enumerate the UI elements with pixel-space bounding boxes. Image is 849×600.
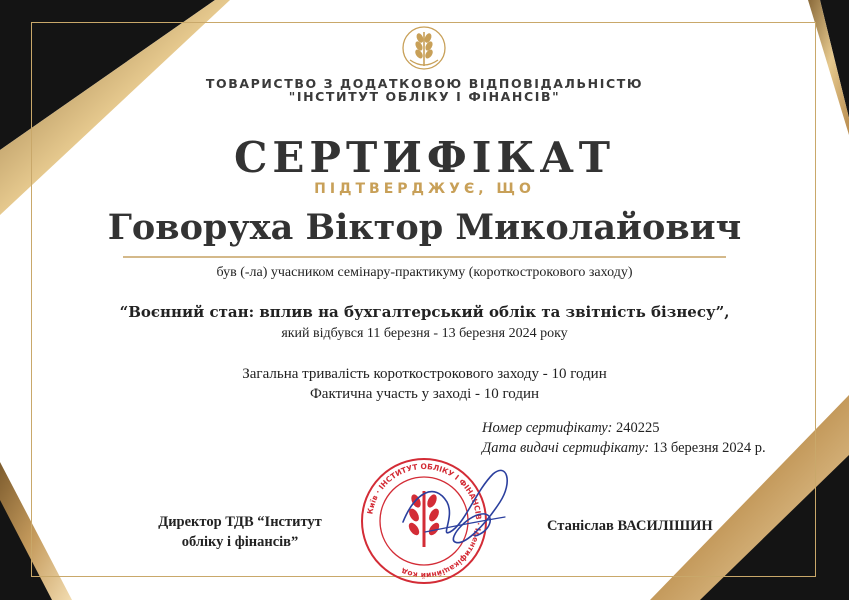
issue-date [482,440,766,457]
event-title: “Воєнний стан: вплив на бухгалтерський облік та звітність бізнесу”, [119,303,730,321]
issue-date-value: 13 березня 2024 р. [652,440,766,456]
confirms-subtitle: ПІДТВЕРДЖУЄ, ЩО [314,181,535,197]
stamp-ring-textpath: Київ · ІНСТИТУТ ОБЛІКУ І ФІНАНСІВ · Ідентифікаційний код [365,461,484,581]
issue-date-label: Дата видачі сертифікату: [482,440,650,456]
certificate-number-label: Номер сертифікату: [482,420,613,436]
participant-text: був (-ла) учасником семінару-практикуму (короткострокового заходу) [216,265,633,280]
name-underline [123,256,726,258]
recipient-name: Говоруха Віктор Миколайович [107,207,742,248]
director-line-2: обліку і фінансів” [181,534,299,550]
certificate-number-value: 240225 [616,420,660,436]
event-dates: який відбувся 11 березня - 13 березня 2024 року [281,326,568,341]
certificate-title: СЕРТИФІКАТ [233,133,616,182]
organization-line-1: ТОВАРИСТВО З ДОДАТКОВОЮ ВІДПОВІДАЛЬНІСТЮ [205,76,644,91]
handwritten-signature [395,462,520,557]
duration-actual: Фактична участь у заході - 10 годин [309,386,540,402]
signer-name: Станіслав ВАСИЛІШИН [547,518,713,534]
certificate-number [482,420,660,437]
director-title [130,512,350,552]
organization-line-2: "ІНСТИТУТ ОБЛІКУ І ФІНАНСІВ" [288,89,561,104]
director-line-1: Директор ТДВ “Інститут [158,514,322,530]
duration-total: Загальна тривалість короткострокового заходу - 10 годин [242,366,607,382]
wheat-logo-icon [400,24,448,72]
